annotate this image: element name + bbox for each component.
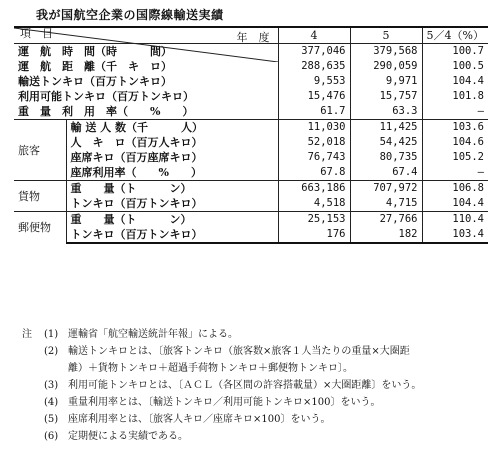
group-label-cargo: 貨物 [14,181,66,212]
value-5: 63.3 [350,104,422,120]
table-row [14,135,488,150]
ratio: 106.8 [422,181,488,197]
header-corner [14,27,278,44]
table-row [14,104,488,120]
row-label: 利用可能トンキロ（百万トンキロ） [18,90,194,103]
value-5: 11,425 [350,120,422,136]
ratio: 103.6 [422,120,488,136]
row-label: 運 航 距 離（千 キ ロ） [18,60,172,73]
row-label: 重 量 利 用 率（ % ） [18,105,194,118]
table-title: 我が国航空企業の国際線輸送実績 [36,8,224,22]
value-4: 288,635 [278,59,350,74]
note-mark [22,411,44,428]
row-label: トンキロ（百万トンキロ） [66,196,278,212]
value-5: 379,568 [350,44,422,60]
value-4: 663,186 [278,181,350,197]
column-header: 5 [350,27,422,44]
ratio: 105.2 [422,150,488,165]
row-label: 重 量（ト ン） [66,181,278,197]
row-label: 座席利用率（ % ） [66,165,278,181]
ratio: 110.4 [422,212,488,228]
note-number: (5) [44,414,59,425]
table-row [14,120,488,136]
value-5: 4,715 [350,196,422,212]
table-row [14,181,488,197]
row-label: 運 航 時 間（時 間） [14,44,278,60]
ratio: — [422,165,488,181]
year-label: 年 度 [236,31,270,44]
footnote [22,343,421,360]
note-text: 座席利用率とは、〔旅客人キロ／座席キロ×100〕をいう。 [68,414,331,425]
value-5: 67.4 [350,165,422,181]
value-5: 80,735 [350,150,422,165]
value-5: 182 [350,227,422,243]
note-number: (2) [44,346,59,357]
table-row [14,212,488,228]
ratio: 104.4 [422,74,488,89]
footnote [22,394,421,411]
row-label: トンキロ（百万トンキロ） [66,227,278,243]
note-mark [22,343,44,360]
value-4: 52,018 [278,135,350,150]
value-4: 15,476 [278,89,350,104]
table-row [14,150,488,165]
ratio: 103.4 [422,227,488,243]
value-4: 9,553 [278,74,350,89]
column-header: 4 [278,27,350,44]
row-label: 重 量（ト ン） [66,212,278,228]
transport-table [14,26,488,244]
footnote [22,411,421,428]
table-row [14,196,488,212]
group-label-passenger: 旅客 [14,120,66,181]
value-5: 9,971 [350,74,422,89]
table-row [14,74,488,89]
note-text: 運輸省「航空輸送統計年報」による。 [68,329,238,340]
note-mark: 注 [22,329,32,340]
note-number: (6) [44,431,59,442]
ratio: — [422,104,488,120]
note-mark [22,394,44,411]
value-4: 11,030 [278,120,350,136]
row-label: 人 キ ロ（百万人キロ） [66,135,278,150]
note-text: 定期便による実績である。 [68,431,188,442]
footnote [22,326,421,343]
value-4: 76,743 [278,150,350,165]
footnote [22,377,421,394]
value-5: 54,425 [350,135,422,150]
value-5: 27,766 [350,212,422,228]
ratio: 104.6 [422,135,488,150]
value-4: 61.7 [278,104,350,120]
value-5: 707,972 [350,181,422,197]
footnotes [22,326,421,445]
note-text: 重量利用率とは、〔輸送トンキロ／利用可能トンキロ×100〕をいう。 [68,397,381,408]
table-row [14,165,488,181]
row-label: 座席キロ（百万座席キロ） [66,150,278,165]
note-mark [22,428,44,445]
group-label-mail: 郵便物 [14,212,66,244]
value-4: 4,518 [278,196,350,212]
row-label: 輸 送 人 数（千 人） [66,120,278,136]
item-label: 項 目 [20,27,53,40]
row-label: 輸送トンキロ（百万トンキロ） [18,75,172,88]
value-5: 290,059 [350,59,422,74]
value-4: 176 [278,227,350,243]
ratio: 100.7 [422,44,488,60]
header-row [14,27,488,44]
ratio: 101.8 [422,89,488,104]
note-text: 輸送トンキロとは、〔旅客トンキロ（旅客数×旅客１人当たりの重量×大圏距 [68,346,410,357]
note-number: (3) [44,380,59,391]
table-row [14,89,488,104]
ratio: 104.4 [422,196,488,212]
value-4: 67.8 [278,165,350,181]
column-header: 5／4（%） [422,27,488,44]
footnote [22,428,421,445]
note-text-continued: 離）＋貨物トンキロ＋超過手荷物トンキロ＋郵便物トンキロ〕。 [68,363,353,374]
value-4: 377,046 [278,44,350,60]
value-5: 15,757 [350,89,422,104]
note-mark [22,377,44,394]
table-row [14,227,488,243]
note-number: (4) [44,397,59,408]
value-4: 25,153 [278,212,350,228]
note-text: 利用可能トンキロとは、〔ＡＣＬ（各区間の許容搭載量）×大圏距離〕をいう。 [68,380,422,391]
ratio: 100.5 [422,59,488,74]
note-number: (1) [44,329,59,340]
